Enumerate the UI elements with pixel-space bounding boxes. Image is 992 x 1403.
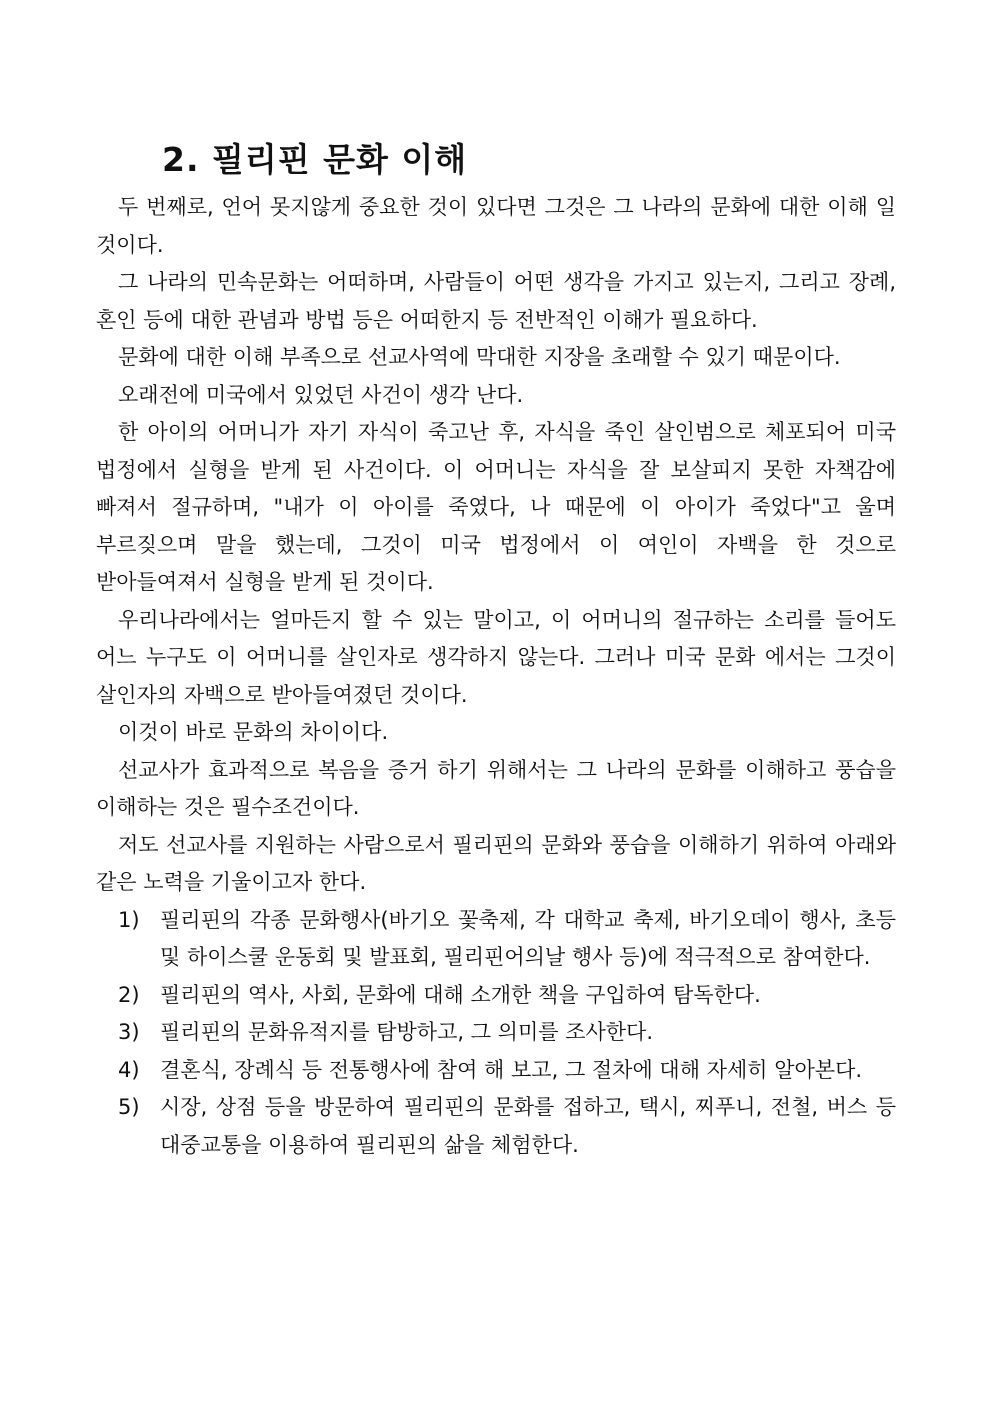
paragraph: 이것이 바로 문화의 차이이다. [118,720,389,744]
section-title: 2. 필리핀 문화 이해 [162,140,468,179]
paragraph: 그 나라의 민속문화는 어떠하며, 사람들이 어떤 생각을 가지고 있는지, 그리고 장례, 혼인 등에 대한 관념과 방법 등은 어떠한지 등 전반적인 이해가 필요하다. [96,270,896,332]
document-body [96,189,896,1164]
list-item-text: 필리핀의 문화유적지를 탐방하고, 그 의미를 조사한다. [160,1020,654,1044]
list-item-number: 1) [118,907,140,932]
list-item [96,977,896,1015]
list-item [96,902,896,977]
paragraph: 한 아이의 어머니가 자기 자식이 죽고난 후, 자식을 죽인 살인범으로 체포되어 미국 법정에서 실형을 받게 된 사건이다. 이 어머니는 자식을 잘 보살피지 못한 자책감에 빠져서 절규하며, "내가 이 아이를 죽였다, 나 때문에 이 아이가 죽었다"고 울며 부르짖으며 말을 했는데, 그것이 미국 법정에서 이 여인이 자백을 한 것으로 받아들여져서 실형을 받게 된 것이다. [96,420,896,594]
list-item-number: 5) [118,1095,140,1119]
paragraph: 우리나라에서는 얼마든지 할 수 있는 말이고, 이 어머니의 절규하는 소리를 들어도 어느 누구도 이 어머니를 살인자로 생각하지 않는다. 그러나 미국 문화 에서는 그것이 살인자의 자백으로 받아들여졌던 것이다. [96,607,896,707]
list-item [96,1014,896,1052]
paragraph: 문화에 대한 이해 부족으로 선교사역에 막대한 지장을 초래할 수 있기 때문이다. [118,345,841,369]
list-item-text: 필리핀의 각종 문화행사(바기오 꽃축제, 각 대학교 축제, 바기오데이 행사, 초등 및 하이스쿨 운동회 및 발표회, 필리핀어의날 행사 등)에 적극적으로 참여한다. [160,907,896,969]
list-item [96,1089,896,1164]
list-item-number: 2) [118,982,140,1007]
effort-list [96,902,896,1165]
paragraph: 선교사가 효과적으로 복음을 증거 하기 위해서는 그 나라의 문화를 이해하고 풍습을 이해하는 것은 필수조건이다. [96,757,896,819]
list-item-text: 필리핀의 역사, 사회, 문화에 대해 소개한 책을 구입하여 탐독한다. [160,982,761,1007]
paragraph: 저도 선교사를 지원하는 사람으로서 필리핀의 문화와 풍습을 이해하기 위하여 아래와 같은 노력을 기울이고자 한다. [96,832,896,894]
paragraph: 두 번째로, 언어 못지않게 중요한 것이 있다면 그것은 그 나라의 문화에 대한 이해 일 것이다. [96,195,896,257]
list-item-number: 4) [118,1057,140,1082]
paragraph: 오래전에 미국에서 있었던 사건이 생각 난다. [118,382,524,407]
list-item-number: 3) [118,1020,140,1044]
list-item [96,1052,896,1090]
list-item-text: 결혼식, 장례식 등 전통행사에 참여 해 보고, 그 절차에 대해 자세히 알아본다. [160,1057,863,1082]
list-item-text: 시장, 상점 등을 방문하여 필리핀의 문화를 접하고, 택시, 찌푸니, 전철, 버스 등 대중교통을 이용하여 필리핀의 삶을 체험한다. [160,1095,896,1157]
